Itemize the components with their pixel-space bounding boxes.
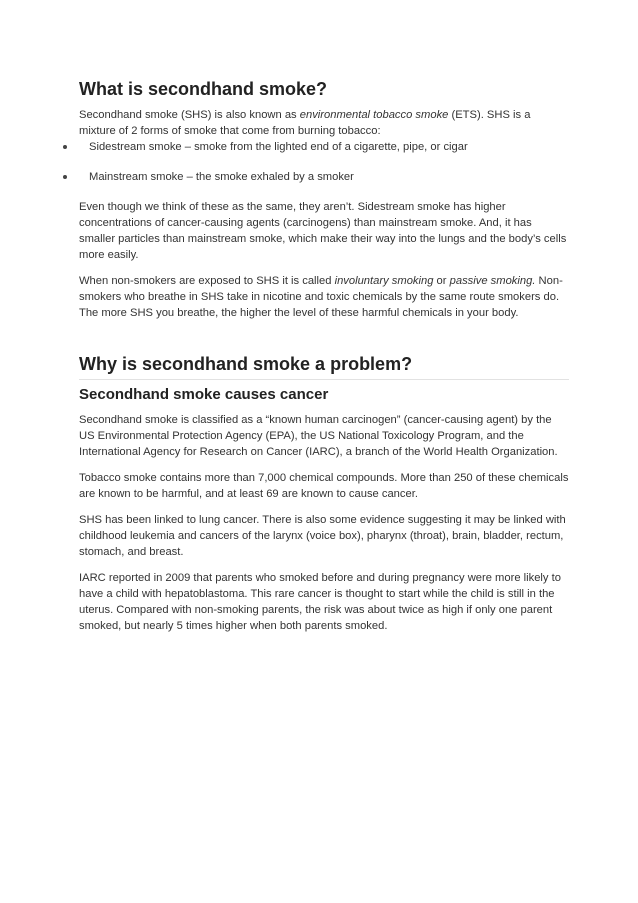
iarc-report-paragraph: IARC reported in 2009 that parents who smoked before and during pregnancy were more likely to have a child with hepatoblastoma. This rare cancer is thought to start while the child is still in the uterus. Compared with non-smoking parents, the risk was about twice as high if only one parent smoked, but nearly 5 times higher when both parents smoked. [79,572,561,632]
passive-text-1: When non-smokers are exposed to SHS it is called [79,275,335,287]
passive-text-2: or [433,275,450,287]
sidestream-vs-mainstream-paragraph: Even though we think of these as the same, they aren’t. Sidestream smoke has higher concentrations of cancer-causing agents (carcinogens) than mainstream smoke. And, it has smaller particles than mainstream smoke, which make their way into the lungs and the body’s cells more easily. [79,201,567,261]
subsection-title-causes-cancer: Secondhand smoke causes cancer [79,386,329,403]
chemical-compounds-paragraph: Tobacco smoke contains more than 7,000 chemical compounds. More than 250 of these chemicals are known to be harmful, and at least 69 are known to cause cancer. [79,472,569,500]
section-title-why-problem: Why is secondhand smoke a problem? [79,353,569,380]
list-item-sidestream [79,139,569,155]
document-content [79,78,569,634]
emphasis-passive-smoking: passive smoking. [449,275,536,287]
list-item-text: Mainstream smoke – the smoke exhaled by a smoker [89,171,354,183]
intro-text-2: (ETS). SHS is a mixture of 2 forms of smoke that come from burning tobacco: [79,109,531,137]
bullet-icon [63,175,67,179]
linked-cancers-paragraph: SHS has been linked to lung cancer. There is also some evidence suggesting it may be linked with childhood leukemia and cancers of the larynx (voice box), pharynx (throat), brain, bladder, rectum, stomach, and breast. [79,514,566,558]
section-title-what-is-shs: What is secondhand smoke? [79,79,328,99]
intro-text-1: Secondhand smoke (SHS) is also known as [79,109,300,121]
emphasis-involuntary-smoking: involuntary smoking [334,275,434,287]
passive-text-3: Non-smokers who breathe in SHS take in nicotine and toxic chemicals by the same route smokers do. The more SHS you breathe, the higher the level of these harmful chemicals in your body. [79,275,563,319]
bullet-icon [63,145,67,149]
smoke-types-list [79,139,569,185]
passive-smoking-paragraph [79,273,569,321]
list-item-text: Sidestream smoke – smoke from the lighted end of a cigarette, pipe, or cigar [89,141,468,153]
intro-emphasis-ets: environmental tobacco smoke [299,109,449,121]
intro-paragraph [79,107,569,139]
list-item-mainstream [79,169,569,185]
carcinogen-classification-paragraph: Secondhand smoke is classified as a “known human carcinogen” (cancer-causing agent) by the US Environmental Protection Agency (EPA), the US National Toxicology Program, and the International Agency for Research on Cancer (IARC), a branch of the World Health Organization. [79,414,558,458]
